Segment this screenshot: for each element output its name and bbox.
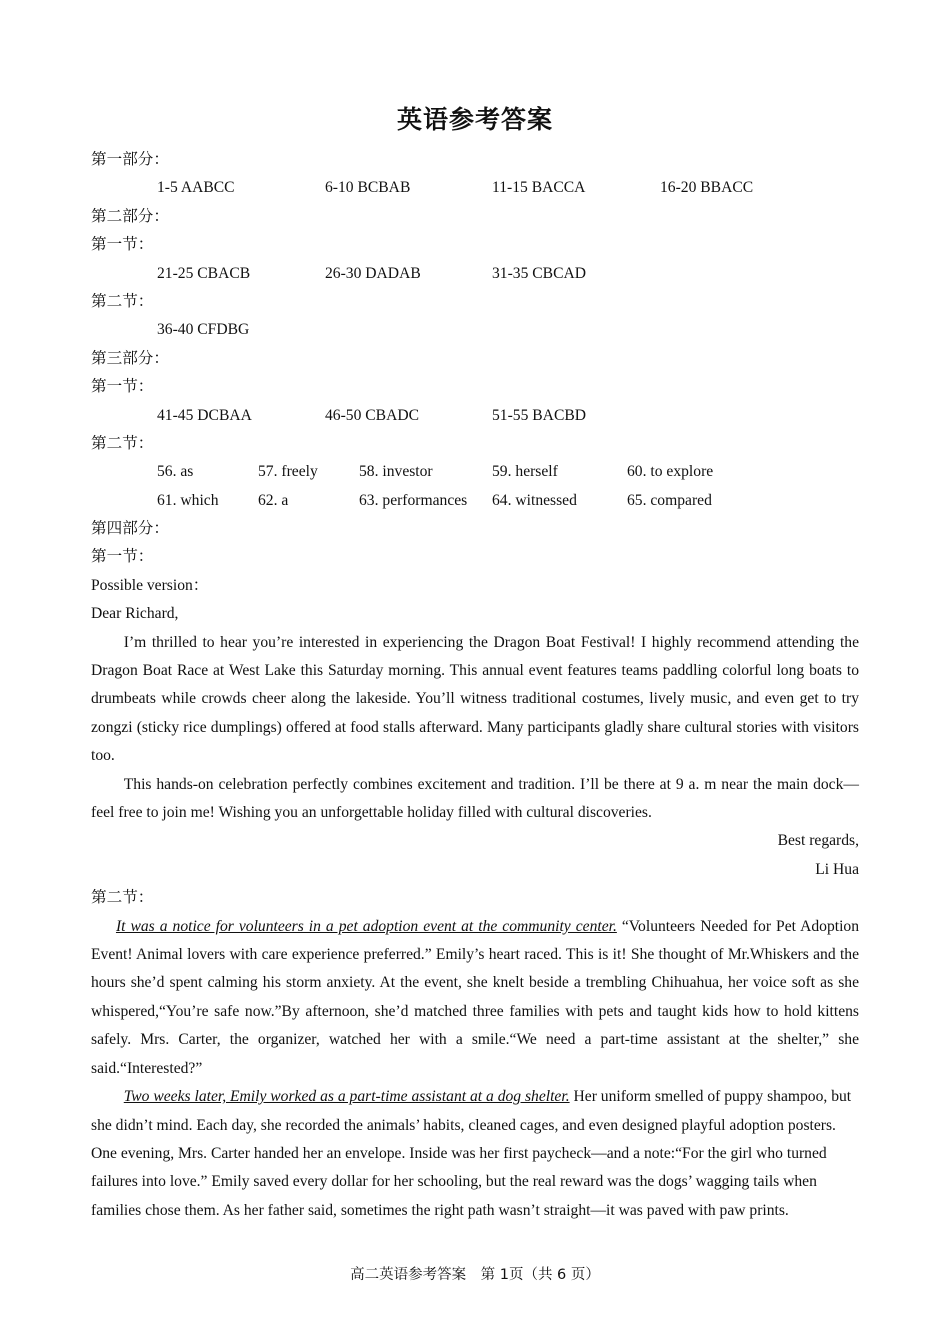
answer-group: 11-15 BACCA: [492, 179, 586, 197]
part3-section2-row1: [91, 458, 859, 486]
letter-signature: Li Hua: [815, 860, 859, 878]
cloze-answer: 60. to explore: [627, 463, 714, 481]
answer-group: 1-5 AABCC: [157, 179, 235, 197]
answer-group: 31-35 CBCAD: [492, 264, 587, 282]
part2-heading: 第二部分：: [91, 207, 169, 225]
letter-greeting: Dear Richard,: [91, 605, 179, 623]
cloze-answer: 62. a: [258, 491, 289, 509]
part2-section2-heading: 第二节：: [91, 292, 154, 310]
answer-group: 36-40 CFDBG: [157, 321, 250, 339]
story-paragraph: [91, 1083, 859, 1225]
cloze-answer: 56. as: [157, 463, 194, 481]
letter-paragraph: This hands-on celebration perfectly combines excitement and tradition. I’ll be there at 9 a. m near the main dock—feel free to join me! Wishing you an unforgettable holiday filled with cultural discoveries.: [91, 775, 859, 822]
part2-section2-answers-row: [91, 316, 859, 344]
part3-section2-row2: [91, 487, 859, 515]
part1-answers-row: [91, 174, 859, 202]
part4-heading: 第四部分：: [91, 520, 169, 538]
cloze-answer: 59. herself: [492, 463, 558, 481]
part2-section1-answers-row: [91, 260, 859, 288]
cloze-answer: 57. freely: [258, 463, 318, 481]
answer-group: 16-20 BBACC: [660, 179, 754, 197]
answer-group: 21-25 CBACB: [157, 264, 251, 282]
answer-group: 46-50 CBADC: [325, 406, 420, 424]
letter-paragraph: I’m thrilled to hear you’re interested in experiencing the Dragon Boat Festival! I highly recommend attending the Dragon Boat Race at West Lake this Saturday morning. This annual event features teams paddling colorful long boats to drumbeats while crowds cheer along the lakeside. You’ll witness traditional costumes, lively music, and even get to try zongzi (sticky rice dumplings) offered at food stalls afterward. Many participants gladly share cultural stories with visitors too.: [91, 633, 859, 765]
part3-heading: 第三部分：: [91, 349, 169, 367]
story-paragraph: [91, 913, 859, 1083]
letter-closing: Best regards,: [777, 832, 859, 850]
cloze-answer: 61. which: [157, 491, 219, 509]
page-footer: 高二英语参考答案 第 1页（共 6 页）: [350, 1267, 600, 1283]
answer-group: 51-55 BACBD: [492, 406, 587, 424]
cloze-answer: 64. witnessed: [492, 491, 577, 509]
cloze-answer: 65. compared: [627, 491, 712, 509]
answer-content: [91, 146, 859, 1225]
part4-section2-heading: 第二节：: [91, 889, 154, 907]
part2-section1-heading: 第一节：: [91, 236, 154, 254]
answer-group: 41-45 DCBAA: [157, 406, 252, 424]
cloze-answer: 63. performances: [359, 491, 468, 509]
answer-group: 26-30 DADAB: [325, 264, 421, 282]
part3-section1-heading: 第一节：: [91, 378, 154, 396]
given-opening-sentence: Two weeks later, Emily worked as a part-time assistant at a dog shelter.: [123, 1088, 570, 1106]
answer-group: 6-10 BCBAB: [325, 179, 411, 197]
page-title: 英语参考答案: [396, 107, 553, 134]
part4-section1-heading: 第一节：: [91, 548, 154, 566]
story-text: Her uniform smelled of puppy shampoo, but she didn’t mind. Each day, she recorded the animals’ habits, cleaned cages, and even designed playful adoption posters. One evening, Mrs. Carter handed her an envelope. Inside was her first paycheck—and a note:“For the girl who turned failures into love.” Emily saved every dollar for her schooling, but the real reward was the dogs’ wagging tails when families chose them. As her father said, sometimes the right path wasn’t straight—it was paved with paw prints.: [91, 1088, 852, 1219]
story-text: “Volunteers Needed for Pet Adoption Event! Animal lovers with care experience preferred.” Emily’s heart raced. This is it! She thought of Mr.Whiskers and the hours she’d spent calming his storm anxiety. At the event, she knelt beside a trembling Chihuahua, her voice soft as she whispered,“You’re safe now.”By afternoon, she’d matched three families with pets and taught kids how to hold kittens safely. Mrs. Carter, the organizer, watched her with a smile.“We need a part-time assistant at the shelter,” she said.“Interested?”: [91, 917, 860, 1077]
part3-section2-heading: 第二节：: [91, 434, 154, 452]
cloze-answer: 58. investor: [359, 463, 433, 481]
part1-heading: 第一部分：: [91, 151, 169, 168]
given-opening-sentence: It was a notice for volunteers in a pet adoption event at the community center.: [115, 917, 617, 935]
part3-section1-answers-row: [91, 402, 859, 430]
possible-version-label: Possible version：: [91, 576, 209, 594]
